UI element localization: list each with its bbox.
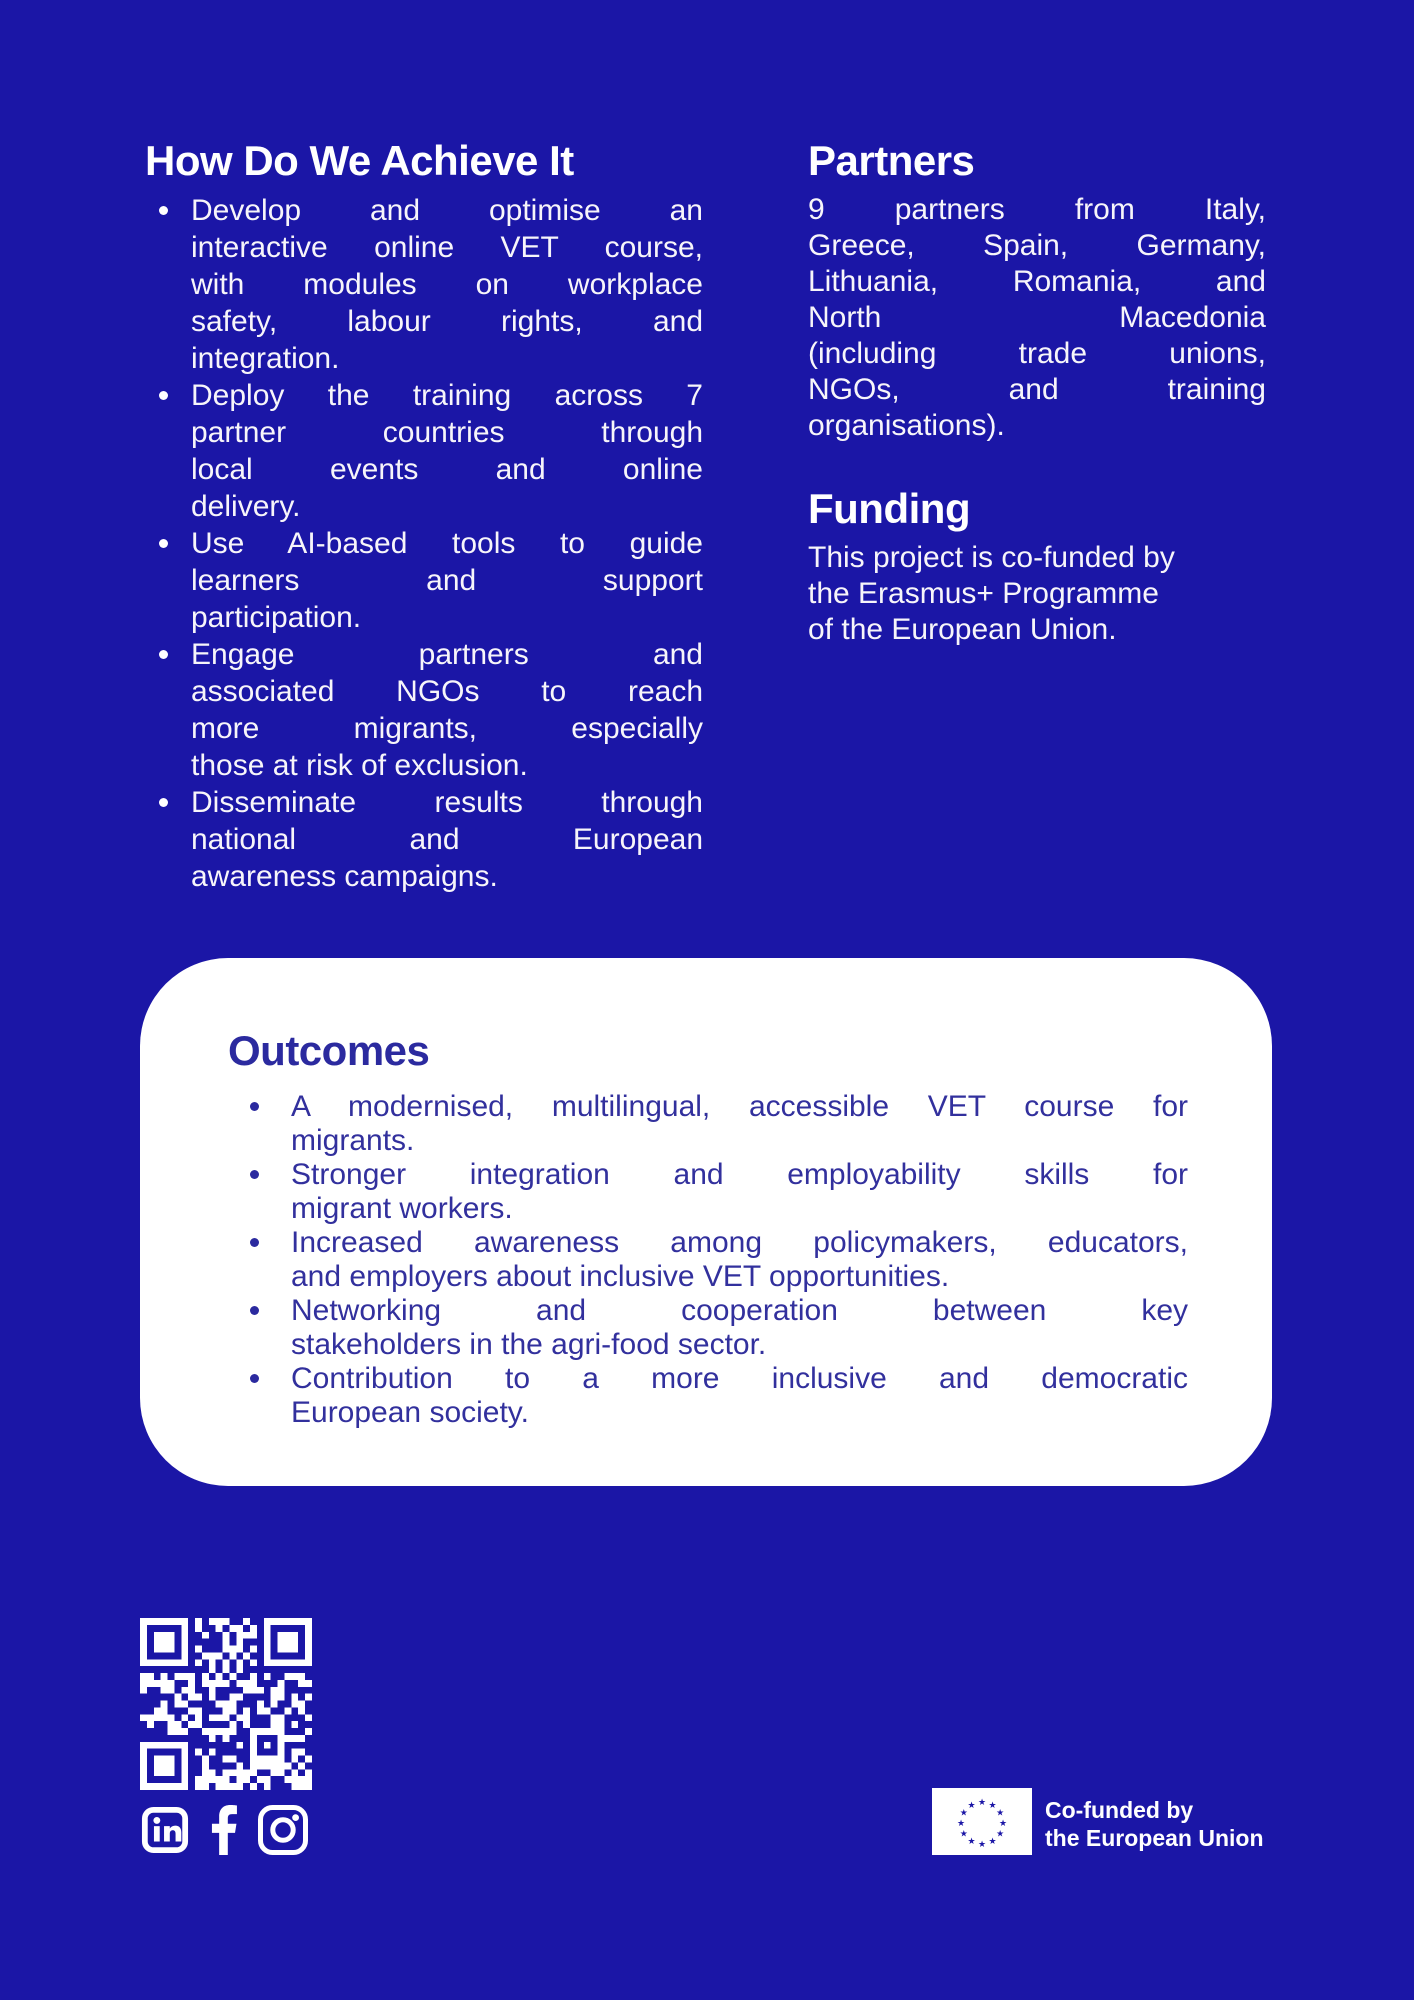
text-line: Contribution to a more inclusive and democratic [291,1362,1188,1395]
facebook-icon [208,1805,238,1860]
text-line: Engage partners and [191,638,703,671]
text-line: of the European Union. [808,613,1117,646]
list-item [145,192,703,377]
text-line: partner countries through [191,416,703,449]
text-line: Deploy the training across 7 [191,379,703,412]
partners-funding-section [808,138,1266,648]
svg-text:★: ★ [967,1837,976,1848]
text-line: national and European [191,823,703,856]
list-item [228,1090,1188,1158]
text-line: the Erasmus+ Programme [808,577,1159,610]
text-line: Networking and cooperation between key [291,1294,1188,1327]
eu-flag-icon [932,1788,1032,1860]
section-heading-partners: Partners [808,137,975,184]
eu-text-line1: Co-funded by [1045,1797,1194,1823]
text-line: migrant workers. [291,1192,513,1225]
list-item [228,1226,1188,1294]
svg-text:★: ★ [959,1808,968,1819]
svg-text:★: ★ [967,1800,976,1811]
text-line: integration. [191,342,340,375]
text-line: delivery. [191,490,301,523]
text-line: Use AI-based tools to guide [191,527,703,560]
text-line: (including trade unions, [808,337,1266,370]
svg-text:★: ★ [977,1840,987,1850]
section-heading-outcomes: Outcomes [228,1027,430,1074]
instagram-icon [257,1804,309,1861]
partners-paragraph [808,192,1266,444]
svg-text:★: ★ [998,1819,1008,1829]
list-item [145,525,703,636]
svg-text:★: ★ [959,1829,968,1840]
text-line: more migrants, especially [191,712,703,745]
text-line: those at risk of exclusion. [191,749,528,782]
text-line: participation. [191,601,362,634]
svg-text:★: ★ [996,1829,1005,1840]
text-line: Lithuania, Romania, and [808,265,1266,298]
text-line: Increased awareness among policymakers, educators, [291,1226,1188,1259]
svg-text:★: ★ [996,1808,1005,1819]
svg-text:★: ★ [988,1837,997,1848]
text-line: A modernised, multilingual, accessible VET course for [291,1090,1188,1123]
social-icons-row [141,1804,309,1861]
svg-text:★: ★ [977,1798,987,1808]
list-item [145,377,703,525]
list-item [145,636,703,784]
how-we-achieve-section [145,138,703,895]
text-line: with modules on workplace [191,268,703,301]
section-heading-funding: Funding [808,485,971,532]
text-line: organisations). [808,409,1005,442]
list-item [228,1362,1188,1430]
text-line: migrants. [291,1124,415,1157]
list-item [228,1158,1188,1226]
eu-cofunded-text [1045,1796,1264,1852]
text-line: and employers about inclusive VET opportunities. [291,1260,950,1293]
text-line: 9 partners from Italy, [808,193,1266,226]
text-line: awareness campaigns. [191,860,498,893]
funding-paragraph [808,540,1266,648]
text-line: Greece, Spain, Germany, [808,229,1266,262]
eu-cofunded-logo [932,1788,1264,1860]
text-line: Stronger integration and employability skills for [291,1158,1188,1191]
text-line: safety, labour rights, and [191,305,703,338]
eu-text-line2: the European Union [1045,1825,1264,1851]
list-item [228,1294,1188,1362]
linkedin-icon [141,1806,189,1859]
text-line: local events and online [191,453,703,486]
text-line: learners and support [191,564,703,597]
section-heading-how: How Do We Achieve It [145,137,574,184]
text-line: stakeholders in the agri-food sector. [291,1328,767,1361]
qr-code [140,1618,312,1790]
outcomes-bullet-list [228,1090,1188,1430]
svg-text:★: ★ [956,1819,966,1829]
outcomes-card [140,958,1272,1486]
text-line: associated NGOs to reach [191,675,703,708]
text-line: Disseminate results through [191,786,703,819]
text-line: interactive online VET course, [191,231,703,264]
text-line: European society. [291,1396,529,1429]
outcomes-content [140,958,1272,1430]
list-item [145,784,703,895]
text-line: NGOs, and training [808,373,1266,406]
text-line: This project is co-funded by [808,541,1175,574]
text-line: North Macedonia [808,301,1266,334]
achieve-bullet-list [145,192,703,895]
text-line: Develop and optimise an [191,194,703,227]
svg-text:★: ★ [988,1800,997,1811]
